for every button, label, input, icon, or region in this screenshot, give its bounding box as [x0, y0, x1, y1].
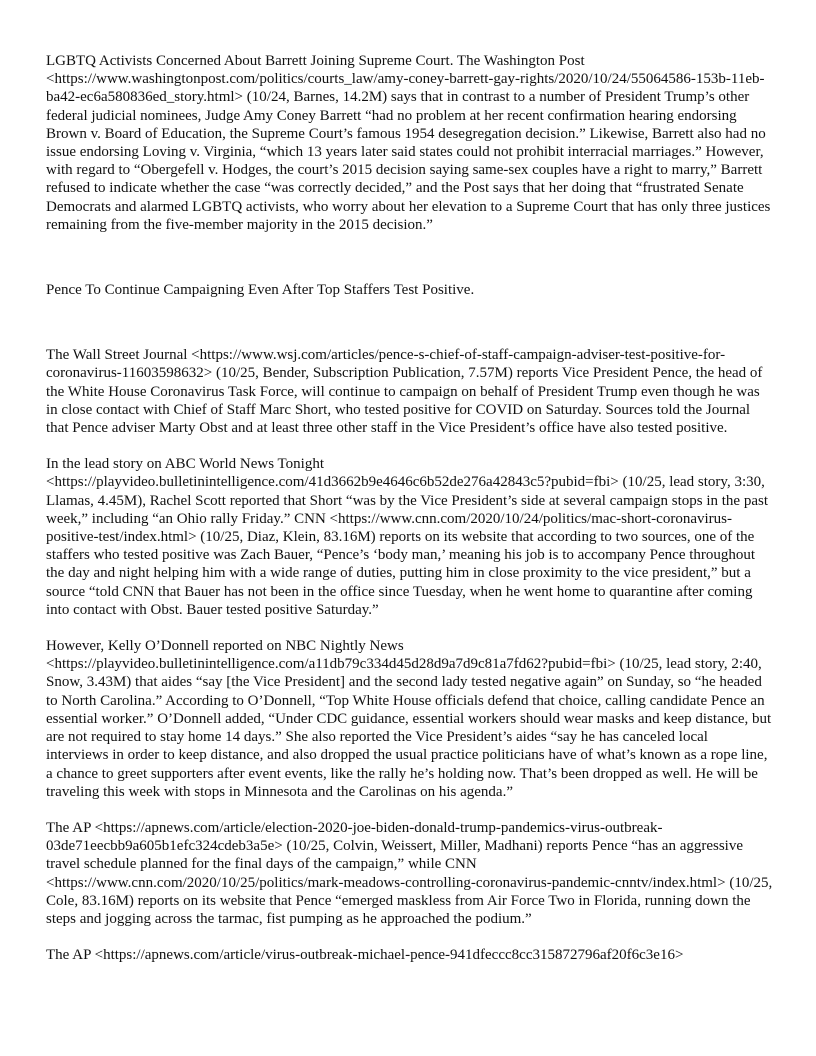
paragraph-text: (10/25, Colvin, Weissert, Miller, Madhani) reports Pence “has an aggressive travel schedule planned for the final days of the campaign,” while CNN — [46, 838, 744, 873]
section-heading-pence: Pence To Continue Campaigning Even After Top Staffers Test Positive. — [46, 282, 475, 299]
nbc-video-link[interactable]: <https://playvideo.bulletinintelligence.com/a11db79c334d45d28d9a7d9c81a7fd62?pubid=fbi> — [46, 656, 616, 673]
cnn-link[interactable]: <https://www.cnn.com/2020/10/24/politics/mac-short-coronavirus-positive-test/index.html> — [46, 510, 732, 546]
cnn-link-2[interactable]: <https://www.cnn.com/2020/10/25/politics/mark-meadows-controlling-coronavirus-pandemic-cnntv/index.html> — [46, 874, 726, 891]
paragraph-ap-pence — [46, 946, 774, 964]
paragraph-abc-cnn — [46, 455, 774, 619]
paragraph-text: (10/24, Barnes, 14.2M) says that in contrast to a number of President Trump’s other federal judicial nominees, Judge Amy Coney Barrett “had no problem at her recent confirmation hearing endorsing Brown v. Board of Education, the Supreme Court’s famous 1954 desegregation decision.” Likewise, Barrett also had no issue endorsing Loving v. Virginia, “which 13 years later said states could not prohibit interracial marriages.” However, with regard to “Obergefell v. Hodges, the court’s 2015 decision saying same-sex couples have a right to marry,” Barrett refused to indicate whether the case “was correctly decided,” and the Post says that her doing that “frustrated Senate Democrats and alarmed LGBTQ activists, who worry about her elevation to a Supreme Court that has only three justices remaining from the five-member majority in the 2015 decision.” — [46, 89, 771, 233]
paragraph-text: The AP — [46, 819, 95, 836]
paragraph-text: The Wall Street Journal — [46, 347, 192, 364]
paragraph-text: LGBTQ Activists Concerned About Barrett Joining Supreme Court. The Washington Post — [46, 53, 585, 69]
paragraph-text: (10/25, Cole, 83.16M) reports on its website that Pence “emerged maskless from Air Force Two in Florida, running down the steps and jogging across the tarmac, fist pumping as he approached the podium.” — [46, 874, 773, 927]
paragraph-text: (10/25, lead story, 2:40, Snow, 3.43M) that aides “say [the Vice President] and the second lady tested negative again” on Sunday, so “he headed to North Carolina.” According to O’Donnell, “Top White House officials defend that choice, calling candidate Pence an essential worker.” O’Donnell added, “Under CDC guidance, essential workers should wear masks and keep distance, but are not required to stay home 14 days.” She also reported the Vice President’s aides “say he has canceled local interviews in order to keep distance, and also dropped the usual practice politicians have of what’s known as a rope line, a chance to greet supporters after event events, like the rally he’s holding now. That’s been dropped as well. He will be traveling this week with stops in Minnesota and the Carolinas on his agenda.” — [46, 656, 772, 800]
ap-link-2[interactable]: <https://apnews.com/article/virus-outbreak-michael-pence-941dfeccc8cc315872796af20f6c3e16> — [94, 947, 684, 964]
abc-video-link[interactable]: <https://playvideo.bulletinintelligence.com/41d3662b9e4646c6b52de276a42843c5?pubid=fbi> — [46, 474, 619, 491]
paragraph-ap-cnn-travel — [46, 819, 774, 928]
document-page — [46, 52, 774, 964]
paragraph-wsj-pence — [46, 346, 774, 437]
washington-post-link[interactable]: <https://www.washingtonpost.com/politics/courts_law/amy-coney-barrett-gay-rights/2020/10/24/55064586-153b-11eb-ba42-ec6a580836ed_story.html> — [46, 71, 765, 106]
paragraph-text: (10/25, Bender, Subscription Publication, 7.57M) reports Vice President Pence, the head of the White House Coronavirus Task Force, will continue to campaign on behalf of President Trump even though he was in close contact with Chief of Staff Marc Short, who tested positive for COVID on Saturday. Sources told the Journal that Pence adviser Marty Obst and at least three other staff in the Vice President’s office have also tested positive. — [46, 365, 763, 437]
paragraph-nbc-odonnell — [46, 637, 774, 801]
paragraph-text: However, Kelly O’Donnell reported on NBC Nightly News — [46, 638, 404, 655]
paragraph-text: The AP — [46, 947, 95, 964]
paragraph-text: (10/25, Diaz, Klein, 83.16M) reports on its website that according to two sources, one of the staffers who tested positive was Zach Bauer, “Pence’s ‘body man,’ meaning his job is to accompany Pence throughout the day and night helping him with a wide range of duties, putting him in close proximity to the vice president,” but a source “told CNN that Bauer has not been in the office since Tuesday, when he went home to quarantine after coming into contact with Obst. Bauer tested positive Saturday.” — [46, 529, 756, 618]
paragraph-text: In the lead story on ABC World News Tonight — [46, 456, 325, 473]
wsj-link[interactable]: <https://www.wsj.com/articles/pence-s-chief-of-staff-campaign-adviser-test-positive-for-coronavirus-11603598632> — [46, 347, 726, 382]
paragraph-barrett-lgbtq — [46, 52, 774, 234]
paragraph-text: (10/25, lead story, 3:30, Llamas, 4.45M), Rachel Scott reported that Short “was by the Vice President’s side at several campaign stops in the past week,” including “an Ohio rally Friday.” CNN — [46, 474, 768, 527]
ap-link[interactable]: <https://apnews.com/article/election-2020-joe-biden-donald-trump-pandemics-virus-outbreak-03de71eecbb9a605b1efc324cdeb3a5e> — [46, 819, 663, 855]
